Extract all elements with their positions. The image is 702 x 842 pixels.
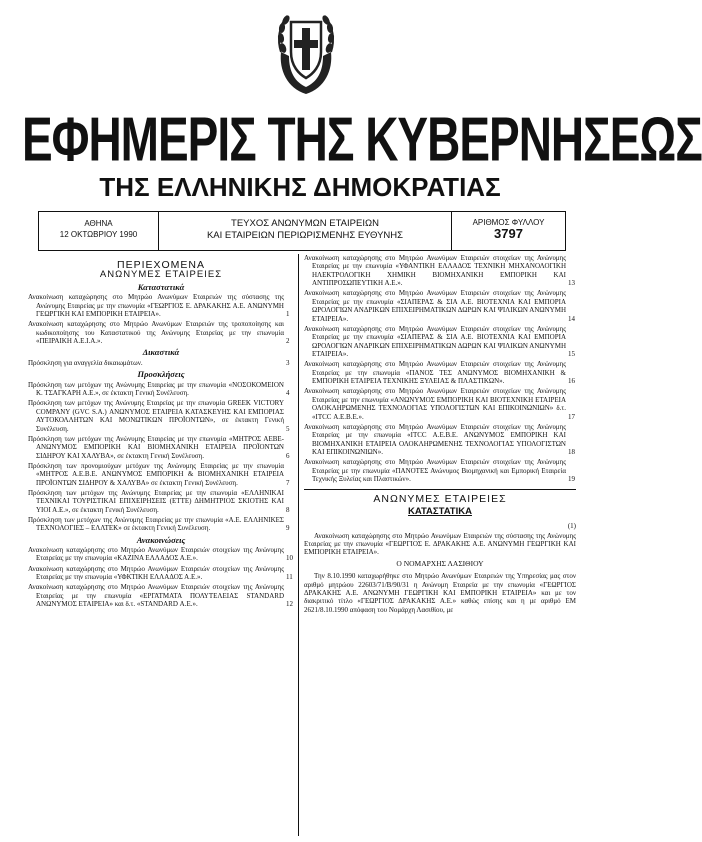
contents-entry-text: Πρόσκληση των μετόχων της Ανώνυμης Εταιρείας με την επωνυμία «Α.Ε. ΕΛΛΗΝΙΚΕΣ ΤΕΧΝΟΛΟΓΙΕΣ – ΕΛΛΤΕΚ» σε έκτακτη Γενική Συνέλευση.: [28, 515, 284, 533]
contents-left-column: [28, 258, 294, 610]
column-divider: [298, 254, 299, 836]
right-column: [304, 254, 576, 617]
contents-entry-text: Ανακοίνωση καταχώρησης στο Μητρώο Ανωνύμων Εταιρειών στοιχείων της Ανώνυμης Εταιρείας με την επωνυμία «ΥΦΑΝΤΙΚΗ ΕΛΛΑΔΟΣ ΤΕΧΝΙΚΗ ΜΗΧΑΝΟΛΟΓΙΚΗ ΗΛΕΚΤΡΟΛΟΓΙΚΗ ΧΗΜΙΚΗ ΒΙΟΜΗΧΑΝΙΚΗ ΕΜΠΟΡΙΚΗ ΚΑΙ ΑΝΤΙΠΡΟΣΩΠΕΥΤΙΚΗ Α.Ε.».: [304, 254, 566, 288]
contents-entry: Ανακοίνωση καταχώρησης στο Μητρώο Ανωνύμων Εταιρειών στοιχείων της Ανώνυμης Εταιρείας με την επωνυμία «ΑΝΩΝΥΜΟΣ ΕΜΠΟΡΙΚΗ ΚΑΙ ΒΙΟΤΕΧΝΙΚΗ ΕΤΑΙΡΕΙΑ ΟΛΟΚΛΗΡΩΜΕΝΗΣ ΤΕΧΝΟΛΟΓΙΑΣ ΥΠΟΛΟΓΙΣΤΩΝ ΚΑΙ ΕΠΙΚΟΙΝΩΝΙΩΝ» δ.τ. «ITCC Α.Ε.Β.Ε.». 17: [304, 387, 575, 421]
contents-entry-text: Πρόσκληση των μετόχων της Ανώνυμης Εταιρείας με την επωνυμία «ΝΟΣΟΚΟΜΕΙΟΝ Κ. ΤΣΑΓΚΑΡΗ Α.Ε.», σε έκτακτη Γενική Συνέλευση.: [28, 380, 284, 398]
contents-entry-text: Πρόσκληση των προνομιούχων μετόχων της Ανώνυμης Εταιρείας με την επωνυμία «ΜΗΤΡΟΣ Α.Ε.Β.Ε. ΑΝΩΝΥΜΟΣ ΕΜΠΟΡΙΚΗ & ΒΙΟΜΗΧΑΝΙΚΗ ΕΤΑΙΡΕΙΑ ΠΡΟΪΟΝΤΩΝ ΣΙΔΗΡΟΥ & ΧΑΛΥΒΑ» σε έκτακτη Γενική Συνέλευση.: [28, 461, 284, 487]
contents-entry: Ανακοίνωση καταχώρησης στο Μητρώο Ανωνύμων Εταιρειών στοιχείων της Ανώνυμης Εταιρείας με την επωνυμία «ΥΦΚΤΙΚΗ ΕΛΛΑΔΟΣ Α.Ε.». 11: [28, 564, 293, 581]
article-text: Την 8.10.1990 καταχωρήθηκε στο Μητρώο Ανωνύμων Εταιρειών της Υπηρεσίας μας στον αριθμό μητρώου 22603/71/Β/90/31 η Ανώνυμη Εταιρεία με την επωνυμία «ΓΕΩΡΓΙΟΣ ΔΡΑΚΑΚΗΣ Α.Ε. ΑΝΩΝΥΜΗ ΓΕΩΡΓΙΚΗ ΚΑΙ ΕΜΠΟΡΙΚΗ ΕΤΑΙΡΕΙΑ» και με τον διακριτικό τίτλο «ΓΕΩΡΓΙΟΣ ΔΡΑΚΑΚΗΣ Α.Ε.» καθώς επίσης και η με αριθμό ΕΜ 2621/8.10.1990 απόφαση του Νομάρχη Λασιθίου, με: [304, 572, 576, 614]
contents-entry-text: Πρόσκληση των μετόχων της Ανώνυμης Εταιρείας με την επωνυμία GREEK VICTORY COMPANY (GVC S.A.) ΑΝΩΝΥΜΟΣ ΕΤΑΙΡΕΙΑ ΚΑΤΑΣΚΕΥΗΣ ΚΑΙ ΕΜΠΟΡΙΑΣ ΑΥΤΟΚΟΛΛΗΤΩΝ ΚΑΙ ΜΟΝΩΤΙΚΩΝ ΠΡΟΪΟΝΤΩΝ», σε έκτακτη Γενική Συνέλευση.: [28, 399, 284, 433]
section-rule: [304, 489, 576, 490]
contents-entry-text: Πρόσκληση των μετόχων της Ανώνυμης Εταιρείας με την επωνυμία «ΜΗΤΡΟΣ ΑΕΒΕ-ΑΝΩΝΥΜΟΣ ΕΜΠΟΡΙΚΗ ΚΑΙ ΒΙΟΜΗΧΑΝΙΚΗ ΕΤΑΙΡΕΙΑ ΠΡΟΪΟΝΤΩΝ ΣΙΔΗΡΟΥ ΚΑΙ ΧΑΛΥΒΑ», σε έκτακτη Γενική Συνέλευση.: [28, 434, 284, 460]
contents-entry: Ανακοίνωση καταχώρησης στο Μητρώο Ανωνύμων Εταιρειών στοιχείων της Ανώνυμης Εταιρείας με την επωνυμία «ITCC Α.Ε.Β.Ε. ΑΝΩΝΥΜΟΣ ΕΜΠΟΡΙΚΗ ΚΑΙ ΒΙΟΜΗΧΑΝΙΚΗ ΕΤΑΙΡΕΙΑ ΟΛΟΚΛΗΡΩΜΕΝΗΣ ΤΕΧΝΟΛΟΓΙΑΣ ΥΠΟΛΟΓΙΣΤΩΝ ΚΑΙ ΕΠΙΚΟΙΝΩΝΙΩΝ». 18: [304, 422, 575, 456]
body-subsection-heading: ΚΑΤΑΣΤΑΤΙΚΑ: [408, 505, 472, 517]
contents-entry: Ανακοίνωση καταχώρησης στο Μητρώο Ανωνύμων Εταιρειών στοιχείων της Ανώνυμης Εταιρείας με την επωνυμία «ΚΑΖΙΝΑ ΕΛΛΑΔΟΣ Α.Ε.». 10: [28, 545, 293, 563]
sheet-number: 3797: [494, 226, 523, 241]
contents-entry: Ανακοίνωση καταχώρησης στο Μητρώο Ανωνύμων Εταιρειών στοιχείων της Ανώνυμης Εταιρείας με την επωνυμία «ΠΑΝΟΣ ΤΕΣ ΑΝΩΝΥΜΟΣ ΒΙΟΜΗΧΑΝΙΚΗ & ΕΜΠΟΡΙΚΗ ΕΤΑΙΡΕΙΑ ΤΕΧΝΙΚΗΣ ΞΥΛΕΙΑΣ & ΠΛΑΣΤΙΚΩΝ». 16: [304, 360, 575, 386]
article-intro: Ανακοίνωση καταχώρησης στο Μητρώο Ανωνύμων Εταιρειών της σύστασης της Ανώνυμης Εταιρείας με την επωνυμία «ΓΕΩΡΓΙΟΣ Ε. ΔΡΑΚΑΚΗΣ Α.Ε. ΑΝΩΝΥΜΗ ΓΕΩΡΓΙΚΗ ΚΑΙ ΕΜΠΟΡΙΚΗ ΕΤΑΙΡΕΙΑ».: [304, 531, 576, 557]
contents-entry-text: Ανακοίνωση καταχώρησης στο Μητρώο Ανωνύμων Εταιρειών της σύστασης της Ανώνυμης Εταιρείας με την επωνυμία «ΓΕΩΡΓΙΟΣ Ε. ΔΡΑΚΑΚΗΣ Α.Ε. ΑΝΩΝΥΜΗ ΓΕΩΡΓΙΚΗ ΚΑΙ ΕΜΠΟΡΙΚΗ ΕΤΑΙΡΕΙΑ».: [28, 293, 284, 319]
contents-entry: Ανακοίνωση καταχώρησης στο Μητρώο Ανωνύμων Εταιρειών της τροποποίησης και κωδικοποίησης του Καταστατικού της Ανώνυμης Εταιρείας με την επωνυμία «ΠΕΙΡΑΙΚΗ Α.Ε.Ι.Α.». 2: [28, 320, 290, 346]
body-section-heading: ΑΝΩΝΥΜΕΣ ΕΤΑΙΡΕΙΕΣ: [373, 493, 507, 506]
contents-entry: Ανακοίνωση καταχώρησης στο Μητρώο Ανωνύμων Εταιρειών της σύστασης της Ανώνυμης Εταιρείας με την επωνυμία «ΓΕΩΡΓΙΟΣ Ε. ΔΡΑΚΑΚΗΣ Α.Ε. ΑΝΩΝΥΜΗ ΓΕΩΡΓΙΚΗ ΚΑΙ ΕΜΠΟΡΙΚΗ ΕΤΑΙΡΕΙΑ». 1: [28, 293, 290, 319]
contents-entry-text: Ανακοίνωση καταχώρησης στο Μητρώο Ανωνύμων Εταιρειών στοιχείων της Ανώνυμης Εταιρείας με την επωνυμία «ΥΦΚΤΙΚΗ ΕΛΛΑΔΟΣ Α.Ε.».: [28, 564, 284, 581]
contents-group-title: Καταστατικά: [137, 281, 185, 292]
issue-type-cell: [159, 212, 451, 250]
contents-entry-text: Πρόσκληση για αναγγελία δικαιωμάτων.: [28, 358, 143, 367]
contents-entry: Πρόσκληση των μετόχων της Ανώνυμης Εταιρείας με την επωνυμία GREEK VICTORY COMPANY (GVC S.A.) ΑΝΩΝΥΜΟΣ ΕΤΑΙΡΕΙΑ ΚΑΤΑΣΚΕΥΗΣ ΚΑΙ ΕΜΠΟΡΙΑΣ ΑΥΤΟΚΟΛΛΗΤΩΝ ΚΑΙ ΜΟΝΩΤΙΚΩΝ ΠΡΟΪΟΝΤΩΝ», σε έκτακτη Γενική Συνέλευση. 5: [28, 399, 290, 433]
contents-entry-text: Ανακοίνωση καταχώρησης στο Μητρώο Ανωνύμων Εταιρειών στοιχείων της Ανώνυμης Εταιρείας με την επωνυμία «ΣΙΑΠΕΡΑΣ & ΣΙΑ Α.Ε. ΒΙΟΤΕΧΝΙΑ ΚΑΙ ΕΜΠΟΡΙΑ ΩΡΟΛΟΓΙΩΝ ΑΝΔΡΙΚΩΝ ΕΠΙΧΕΙΡΗΜΑΤΙΚΩΝ ΔΩΡΩΝ ΚΑΙ ΨΙΛΙΚΩΝ ΑΝΩΝΥΜΗ ΕΤΑΙΡΕΙΑ».: [304, 289, 566, 323]
gazette-title: ΕΦΗΜΕΡΙΣ ΤΗΣ ΚΥΒΕΡΝΗΣΕΩΣ: [22, 103, 702, 175]
contents-entry: Πρόσκληση των μετόχων της Ανώνυμης Εταιρείας με την επωνυμία «ΝΟΣΟΚΟΜΕΙΟΝ Κ. ΤΣΑΓΚΑΡΗ Α.Ε.», σε έκτακτη Γενική Συνέλευση. 4: [28, 380, 290, 398]
sheet-number-cell: [451, 212, 565, 250]
contents-heading: ΠΕΡΙΕΧΟΜΕΝΑ: [116, 259, 206, 271]
contents-entry-text: Ανακοίνωση καταχώρησης στο Μητρώο Ανωνύμων Εταιρειών στοιχείων της Ανώνυμης Εταιρείας με την επωνυμία «ITCC Α.Ε.Β.Ε. ΑΝΩΝΥΜΟΣ ΕΜΠΟΡΙΚΗ ΚΑΙ ΒΙΟΜΗΧΑΝΙΚΗ ΕΤΑΙΡΕΙΑ ΟΛΟΚΛΗΡΩΜΕΝΗΣ ΤΕΧΝΟΛΟΓΙΑΣ ΥΠΟΛΟΓΙΣΤΩΝ ΚΑΙ ΕΠΙΚΟΙΝΩΝΙΩΝ».: [304, 422, 566, 456]
issue-city: ΑΘΗΝΑ: [84, 219, 113, 228]
contents-entry: Πρόσκληση των προνομιούχων μετόχων της Ανώνυμης Εταιρείας με την επωνυμία «ΜΗΤΡΟΣ Α.Ε.Β.Ε. ΑΝΩΝΥΜΟΣ ΕΜΠΟΡΙΚΗ & ΒΙΟΜΗΧΑΝΙΚΗ ΕΤΑΙΡΕΙΑ ΠΡΟΪΟΝΤΩΝ ΣΙΔΗΡΟΥ & ΧΑΛΥΒΑ» σε έκτακτη Γενική Συνέλευση. 7: [28, 461, 290, 487]
contents-entry: Ανακοίνωση καταχώρησης στο Μητρώο Ανωνύμων Εταιρειών στοιχείων της Ανώνυμης Εταιρείας με την επωνυμία «ΕΡΓΑΤΜΑΤΑ ΠΟΛΥΤΕΛΕΙΑΣ STANDARD ΑΝΩΝΥΜΟΣ ΕΤΑΙΡΕΙΑ» και δ.τ. «STANDARD Α.Ε.». 12: [28, 583, 293, 608]
contents-group-title: Προσκλήσεις: [137, 369, 185, 380]
contents-section-heading: ΑΝΩΝΥΜΕΣ ΕΤΑΙΡΕΙΕΣ: [99, 269, 223, 281]
issue-type-line1: ΤΕΥΧΟΣ ΑΝΩΝΥΜΩΝ ΕΤΑΙΡΕΙΩΝ: [231, 218, 379, 229]
contents-entry: Ανακοίνωση καταχώρησης στο Μητρώο Ανωνύμων Εταιρειών στοιχείων της Ανώνυμης Εταιρείας με την επωνυμία «ΥΦΑΝΤΙΚΗ ΕΛΛΑΔΟΣ ΤΕΧΝΙΚΗ ΜΗΧΑΝΟΛΟΓΙΚΗ ΗΛΕΚΤΡΟΛΟΓΙΚΗ ΧΗΜΙΚΗ ΒΙΟΜΗΧΑΝΙΚΗ ΕΜΠΟΡΙΚΗ ΚΑΙ ΑΝΤΙΠΡΟΣΩΠΕΥΤΙΚΗ Α.Ε.». 13: [304, 254, 575, 288]
contents-groups: [28, 283, 294, 609]
contents-entry-text: Ανακοίνωση καταχώρησης στο Μητρώο Ανωνύμων Εταιρειών στοιχείων της Ανώνυμης Εταιρείας με την επωνυμία «ΣΙΑΠΕΡΑΣ & ΣΙΑ Α.Ε. ΒΙΟΤΕΧΝΙΑ ΚΑΙ ΕΜΠΟΡΙΑ ΩΡΟΛΟΓΙΩΝ ΑΝΔΡΙΚΩΝ ΕΠΙΧΕΙΡΗΜΑΤΙΚΩΝ ΔΩΡΩΝ ΚΑΙ ΨΙΛΙΚΩΝ ΑΝΩΝΥΜΗ ΕΤΑΙΡΕΙΑ».: [304, 324, 566, 359]
contents-entry: Πρόσκληση των μετόχων της Ανώνυμης Εταιρείας με την επωνυμία «Α.Ε. ΕΛΛΗΝΙΚΕΣ ΤΕΧΝΟΛΟΓΙΕΣ – ΕΛΛΤΕΚ» σε έκτακτη Γενική Συνέλευση. 9: [28, 515, 290, 533]
place-date-cell: [39, 212, 159, 250]
contents-entry: Πρόσκληση για αναγγελία δικαιωμάτων. 3: [28, 358, 290, 367]
contents-entry-text: Ανακοίνωση καταχώρησης στο Μητρώο Ανωνύμων Εταιρειών στοιχείων της Ανώνυμης Εταιρείας με την επωνυμία «ΑΝΩΝΥΜΟΣ ΕΜΠΟΡΙΚΗ ΚΑΙ ΒΙΟΤΕΧΝΙΚΗ ΕΤΑΙΡΕΙΑ ΟΛΟΚΛΗΡΩΜΕΝΗΣ ΤΕΧΝΟΛΟΓΙΑΣ ΥΠΟΛΟΓΙΣΤΩΝ ΚΑΙ ΕΠΙΚΟΙΝΩΝΙΩΝ» δ.τ. «ITCC Α.Ε.Β.Ε.».: [304, 387, 566, 421]
contents-entry-text: Πρόσκληση των μετόχων της Ανώνυμης Εταιρείας με την επωνυμία «ΕΛΛΗΝΙΚΑΙ ΤΕΧΝΙΚΑΙ ΤΟΥΡΙΣΤΙΚΑΙ ΕΠΙΧΕΙΡΗΣΕΙΣ (ΕΤΤΕ) ΔΗΜΗΤΡΙΟΣ ΣΚΙΟΤΗΣ ΚΑΙ ΥΙΟΙ Α.Ε.», σε έκτακτη Γενική Συνέλευση.: [28, 488, 284, 514]
sheet-label: ΑΡΙΘΜΟΣ ΦΥΛΛΟΥ: [472, 218, 545, 227]
contents-entry-text: Ανακοίνωση καταχώρησης στο Μητρώο Ανωνύμων Εταιρειών στοιχείων της Ανώνυμης Εταιρείας με την επωνυμία «ΠΑΝΟΣ ΤΕΣ ΑΝΩΝΥΜΟΣ ΒΙΟΜΗΧΑΝΙΚΗ & ΕΜΠΟΡΙΚΗ ΕΤΑΙΡΕΙΑ ΤΕΧΝΙΚΗΣ ΞΥΛΕΙΑΣ & ΠΛΑΣΤΙΚΩΝ».: [304, 360, 566, 386]
gazette-subtitle: ΤΗΣ ΕΛΛΗΝΙΚΗΣ ΔΗΜΟΚΡΑΤΙΑΣ: [99, 172, 501, 202]
contents-group-title: Δικαστικά: [142, 347, 180, 358]
contents-entry-text: Ανακοίνωση καταχώρησης στο Μητρώο Ανωνύμων Εταιρειών στοιχείων της Ανώνυμης Εταιρείας με την επωνυμία «ΚΑΖΙΝΑ ΕΛΛΑΔΟΣ Α.Ε.».: [28, 545, 284, 563]
contents-entry-text: Ανακοίνωση καταχώρησης στο Μητρώο Ανωνύμων Εταιρειών στοιχείων της Ανώνυμης Εταιρείας με την επωνυμία «ΠΑΝΟΤΕΣ Ανώνυμος Βιομηχανική και Εμπορική Εταιρεία Τεχνικής Ξυλείας και Πλαστικών».: [304, 458, 566, 483]
contents-group-title: Ανακοινώσεις: [136, 534, 186, 545]
signatory-heading: Ο ΝΟΜΑΡΧΗΣ ΛΑΣΙΘΙΟΥ: [396, 558, 484, 568]
issue-type-line2: ΚΑΙ ΕΤΑΙΡΕΙΩΝ ΠΕΡΙΩΡΙΣΜΕΝΗΣ ΕΥΘΥΝΗΣ: [206, 230, 404, 241]
contents-entry: Πρόσκληση των μετόχων της Ανώνυμης Εταιρείας με την επωνυμία «ΕΛΛΗΝΙΚΑΙ ΤΕΧΝΙΚΑΙ ΤΟΥΡΙΣΤΙΚΑΙ ΕΠΙΧΕΙΡΗΣΕΙΣ (ΕΤΤΕ) ΔΗΜΗΤΡΙΟΣ ΣΚΙΟΤΗΣ ΚΑΙ ΥΙΟΙ Α.Ε.», σε έκτακτη Γενική Συνέλευση. 8: [28, 488, 290, 514]
article-number: (1): [567, 522, 576, 531]
contents-entry: Ανακοίνωση καταχώρησης στο Μητρώο Ανωνύμων Εταιρειών στοιχείων της Ανώνυμης Εταιρείας με την επωνυμία «ΣΙΑΠΕΡΑΣ & ΣΙΑ Α.Ε. ΒΙΟΤΕΧΝΙΑ ΚΑΙ ΕΜΠΟΡΙΑ ΩΡΟΛΟΓΙΩΝ ΑΝΔΡΙΚΩΝ ΕΠΙΧΕΙΡΗΜΑΤΙΚΩΝ ΔΩΡΩΝ ΚΑΙ ΨΙΛΙΚΩΝ ΑΝΩΝΥΜΗ ΕΤΑΙΡΕΙΑ». 15: [304, 324, 575, 359]
contents-right-entries: [304, 254, 576, 483]
contents-entry-text: Ανακοίνωση καταχώρησης στο Μητρώο Ανωνύμων Εταιρειών στοιχείων της Ανώνυμης Εταιρείας με την επωνυμία «ΕΡΓΑΤΜΑΤΑ ΠΟΛΥΤΕΛΕΙΑΣ STANDARD ΑΝΩΝΥΜΟΣ ΕΤΑΙΡΕΙΑ» και δ.τ. «STANDARD Α.Ε.».: [28, 583, 284, 608]
contents-entry: Πρόσκληση των μετόχων της Ανώνυμης Εταιρείας με την επωνυμία «ΜΗΤΡΟΣ ΑΕΒΕ-ΑΝΩΝΥΜΟΣ ΕΜΠΟΡΙΚΗ ΚΑΙ ΒΙΟΜΗΧΑΝΙΚΗ ΕΤΑΙΡΕΙΑ ΠΡΟΪΟΝΤΩΝ ΣΙΔΗΡΟΥ ΚΑΙ ΧΑΛΥΒΑ», σε έκτακτη Γενική Συνέλευση. 6: [28, 434, 290, 460]
greek-coat-of-arms-icon: [273, 8, 339, 96]
contents-entry: Ανακοίνωση καταχώρησης στο Μητρώο Ανωνύμων Εταιρειών στοιχείων της Ανώνυμης Εταιρείας με την επωνυμία «ΠΑΝΟΤΕΣ Ανώνυμος Βιομηχανική και Εμπορική Εταιρεία Τεχνικής Ξυλείας και Πλαστικών». 19: [304, 458, 575, 483]
contents-entry: Ανακοίνωση καταχώρησης στο Μητρώο Ανωνύμων Εταιρειών στοιχείων της Ανώνυμης Εταιρείας με την επωνυμία «ΣΙΑΠΕΡΑΣ & ΣΙΑ Α.Ε. ΒΙΟΤΕΧΝΙΑ ΚΑΙ ΕΜΠΟΡΙΑ ΩΡΟΛΟΓΙΩΝ ΑΝΔΡΙΚΩΝ ΕΠΙΧΕΙΡΗΜΑΤΙΚΩΝ ΔΩΡΩΝ ΚΑΙ ΨΙΛΙΚΩΝ ΑΝΩΝΥΜΗ ΕΤΑΙΡΕΙΑ». 14: [304, 289, 575, 323]
contents-entry-text: Ανακοίνωση καταχώρησης στο Μητρώο Ανωνύμων Εταιρειών της τροποποίησης και κωδικοποίησης του Καταστατικού της Ανώνυμης Εταιρείας με την επωνυμία «ΠΕΙΡΑΙΚΗ Α.Ε.Ι.Α.».: [28, 320, 284, 346]
issue-date: 12 ΟΚΤΩΒΡΙΟΥ 1990: [59, 230, 138, 239]
issue-info-box: [38, 211, 566, 251]
